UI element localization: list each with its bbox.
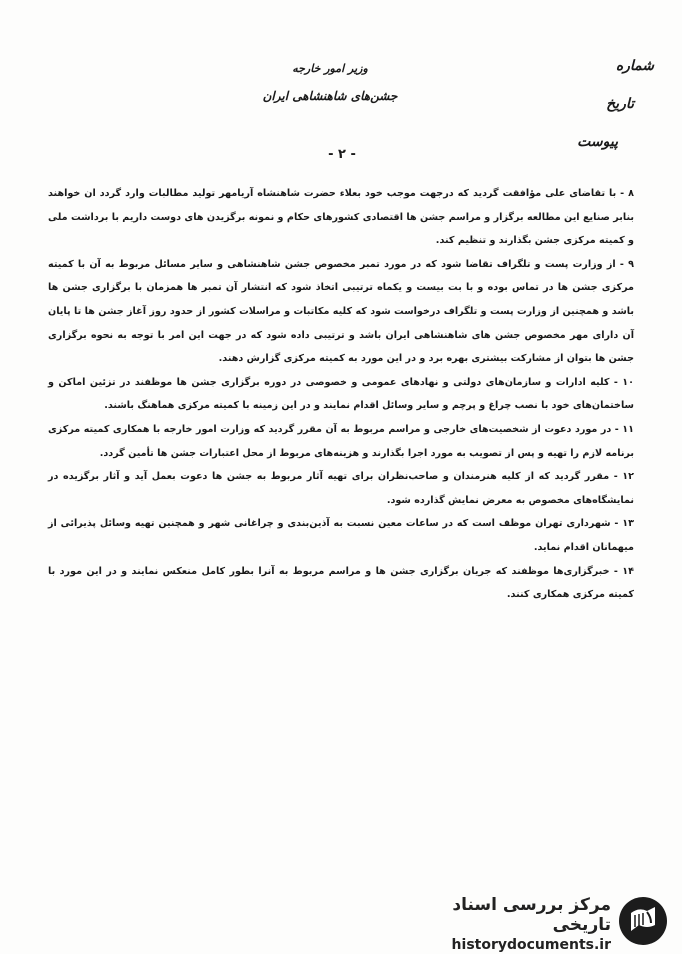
page-number: - ۲ - — [328, 147, 356, 162]
paragraph-item-9: ۹ - از وزارت پست و تلگراف تقاضا شود که در مورد تمبر مخصوص جشن شاهنشاهی و سایر مسائل مربوط به آن با کمیته مرکزی جشن ها در تماس بوده و با بت بیست و یکماه ترتیبی اتخاذ شود که انتشار آن تمبر ها همزمان با برگزاری جشن ها باشد و همچنین از وزارت پست و تلگراف درخواست شود که کلیه مکاتبات و مراسلات کشور از حدود روز آغاز جشن ها تا پایان آن دارای مهر مخصوص جشن های شاهنشاهی ایران باشد و ترتیبی داده شود که در جهت این امر با توجه به نحوه برگزاری جشن ها بتوان از مشارکت بیشتری بهره برد و در این مورد به کمیته مرکزی گزارش دهند. — [48, 258, 634, 365]
letterhead-organization: جشن‌های شاهنشاهی ایران — [262, 89, 398, 103]
document-body — [48, 182, 634, 607]
watermark-name: مرکز بررسی اسناد تاریخی — [452, 895, 611, 935]
watermark-text — [405, 895, 611, 953]
watermark — [405, 895, 675, 953]
paragraph-item-14: ۱۴ - خبرگزاری‌ها موظفند که جریان برگزاری جشن ها و مراسم مربوط به آنرا بطور کامل منعکس نمایند و در این مورد با کمیته مرکزی همکاری کنند. — [48, 565, 634, 601]
archive-logo-icon — [617, 895, 669, 947]
paragraph-item-8: ۸ - با تقاضای علی مؤافقت گردید که درجهت موجب خود بعلاء حضرت شاهنشاه آریامهر تولید مطالبات وارد گردد ان خواهند بنابر صنایع این مطالعه برگزار و مراسم جشن ها اقتصادی کشورهای حکام و نمونه برگزیدن های دوست داریم با برداشت ملی و کمیته مرکزی جشن بگذارند و تنظیم کند. — [48, 188, 634, 247]
letterhead — [230, 62, 430, 103]
paragraph-item-11: ۱۱ - در مورد دعوت از شخصیت‌های خارجی و مراسم مربوط به آن مقرر گردید که وزارت امور خارجه با همکاری کمیته مرکزی برنامه لازم را تهیه و پس از تصویب به مورد اجرا بگذارند و هزینه‌های مربوط از محل اعتبارات جشن ها تأمین گردد. — [48, 423, 634, 459]
paragraph-item-10: ۱۰ - کلیه ادارات و سازمان‌های دولتی و نهادهای عمومی و خصوصی در دوره برگزاری جشن ها موظفند در تزئین اماکن و ساختمان‌های خود با نصب چراغ و پرچم و سایر وسائل اقدام نمایند و در این زمینه با کمیته مرکزی هماهنگ باشند. — [48, 376, 634, 412]
side-fields — [574, 58, 654, 172]
watermark-url: historydocuments.ir — [451, 937, 611, 953]
paragraph-item-13: ۱۳ - شهرداری تهران موظف است که در ساعات معین نسبت به آذین‌بندی و چراغانی شهر و همچنین تهیه وسائل پذیرائی از میهمانان اقدام نماید. — [48, 518, 634, 553]
number-field-label: شماره — [615, 58, 654, 74]
date-field-label: تاریخ — [606, 96, 634, 112]
attachment-field-label: پیوست — [577, 134, 618, 150]
paragraph-item-12: ۱۲ - مقرر گردید که از کلیه هنرمندان و صاحب‌نظران برای تهیه آثار مربوط به جشن ها دعوت بعمل آید و آثار برگزیده در نمایشگاه‌های مخصوص به معرض نمایش گذارده شود. — [48, 471, 634, 506]
letterhead-ministry: وزیر امور خارجه — [292, 62, 368, 75]
